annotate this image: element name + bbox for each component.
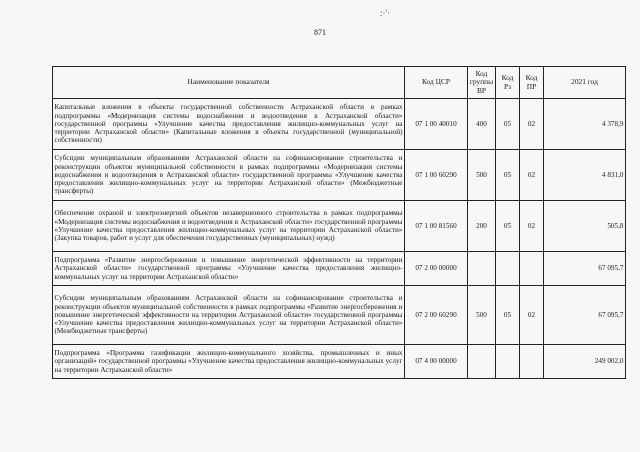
row-csr: 07 2 00 00000 [405, 252, 468, 286]
row-rz [496, 345, 520, 379]
row-csr: 07 4 00 00000 [405, 345, 468, 379]
header-pr: Код ПР [520, 67, 544, 99]
row-vr: 500 [468, 150, 496, 201]
table-row [53, 99, 626, 150]
row-vr [468, 252, 496, 286]
header-vr: Код группы ВР [468, 67, 496, 99]
row-pr [520, 345, 544, 379]
row-name: Капитальные вложения в объекты государственной собственности Астраханской области в рамках подпрограммы «Модернизация системы водоснабжения и водоотведения в Астраханской области» государственной программы «Улучшение качества предоставления жилищно-коммунальных услуг на территории Астраханской области» (Капитальные вложения в объекты государственной (муниципальной) собственности) [53, 99, 405, 150]
table-row [53, 201, 626, 252]
row-pr: 02 [520, 150, 544, 201]
page-number: 871 [314, 28, 326, 37]
row-value: 4 831,0 [544, 150, 626, 201]
row-rz: 05 [496, 99, 520, 150]
header-year: 2021 год [544, 67, 626, 99]
table-row [53, 150, 626, 201]
row-name: Подпрограмма «Развитие энергосбережения и повышение энергетической эффективности на территории Астраханской области» государственной программы «Улучшение качества предоставления жилищно-коммунальных услуг на территории Астраханской области» [53, 252, 405, 286]
row-pr: 02 [520, 99, 544, 150]
row-value: 249 002,0 [544, 345, 626, 379]
table-header-row [53, 67, 626, 99]
row-value: 67 095,7 [544, 252, 626, 286]
row-pr: 02 [520, 286, 544, 345]
row-rz [496, 252, 520, 286]
row-csr: 07 2 00 60290 [405, 286, 468, 345]
header-rz: Код Рз [496, 67, 520, 99]
row-value: 67 095,7 [544, 286, 626, 345]
row-csr: 07 1 00 40010 [405, 99, 468, 150]
row-value: 505,8 [544, 201, 626, 252]
row-name: Обеспечение охраной и электроэнергией объектов незавершенного строительства в рамках подпрограммы «Модернизация системы водоснабжения и водоотведения в Астраханской области» государственной программы «Улучшение качества предоставления жилищно-коммунальных услуг на территории Астраханской области» (Закупка товаров, работ и услуг для обеспечения государственных (муниципальных) нужд) [53, 201, 405, 252]
row-vr: 200 [468, 201, 496, 252]
row-rz: 05 [496, 286, 520, 345]
row-name: Субсидии муниципальным образованиям Астраханской области на софинансирование строительства и реконструкции объектов муниципальной собственности в рамках подпрограммы «Модернизация системы водоснабжения и водоотведения в Астраханской области» государственной программы «Улучшение качества предоставления жилищно-коммунальных услуг на территории Астраханской области» (Межбюджетные трансферты) [53, 150, 405, 201]
row-vr: 400 [468, 99, 496, 150]
table-row [53, 286, 626, 345]
table-row [53, 345, 626, 379]
row-csr: 07 1 00 81560 [405, 201, 468, 252]
budget-table [52, 66, 626, 379]
row-rz: 05 [496, 150, 520, 201]
row-pr [520, 252, 544, 286]
header-name: Наименование показателя [53, 67, 405, 99]
header-csr: Код ЦСР [405, 67, 468, 99]
scan-mark: :·'· [380, 8, 391, 18]
table-row [53, 252, 626, 286]
row-vr [468, 345, 496, 379]
row-name: Субсидии муниципальным образованиям Астраханской области на софинансирование строительства и реконструкции объектов муниципальной собственности в рамках подпрограммы «Развитие энергосбережения и повышение энергетической эффективности на территории Астраханской области» государственной программы «Улучшение качества предоставления жилищно-коммунальных услуг на территории Астраханской области» (Межбюджетные трансферты) [53, 286, 405, 345]
row-value: 4 378,9 [544, 99, 626, 150]
row-rz: 05 [496, 201, 520, 252]
row-name: Подпрограмма «Программа газификации жилищно-коммунального хозяйства, промышленных и иных организаций» государственной программы «Улучшение качества предоставления жилищно-коммунальных услуг на территории Астраханской области» [53, 345, 405, 379]
row-vr: 500 [468, 286, 496, 345]
row-csr: 07 1 00 60290 [405, 150, 468, 201]
row-pr: 02 [520, 201, 544, 252]
